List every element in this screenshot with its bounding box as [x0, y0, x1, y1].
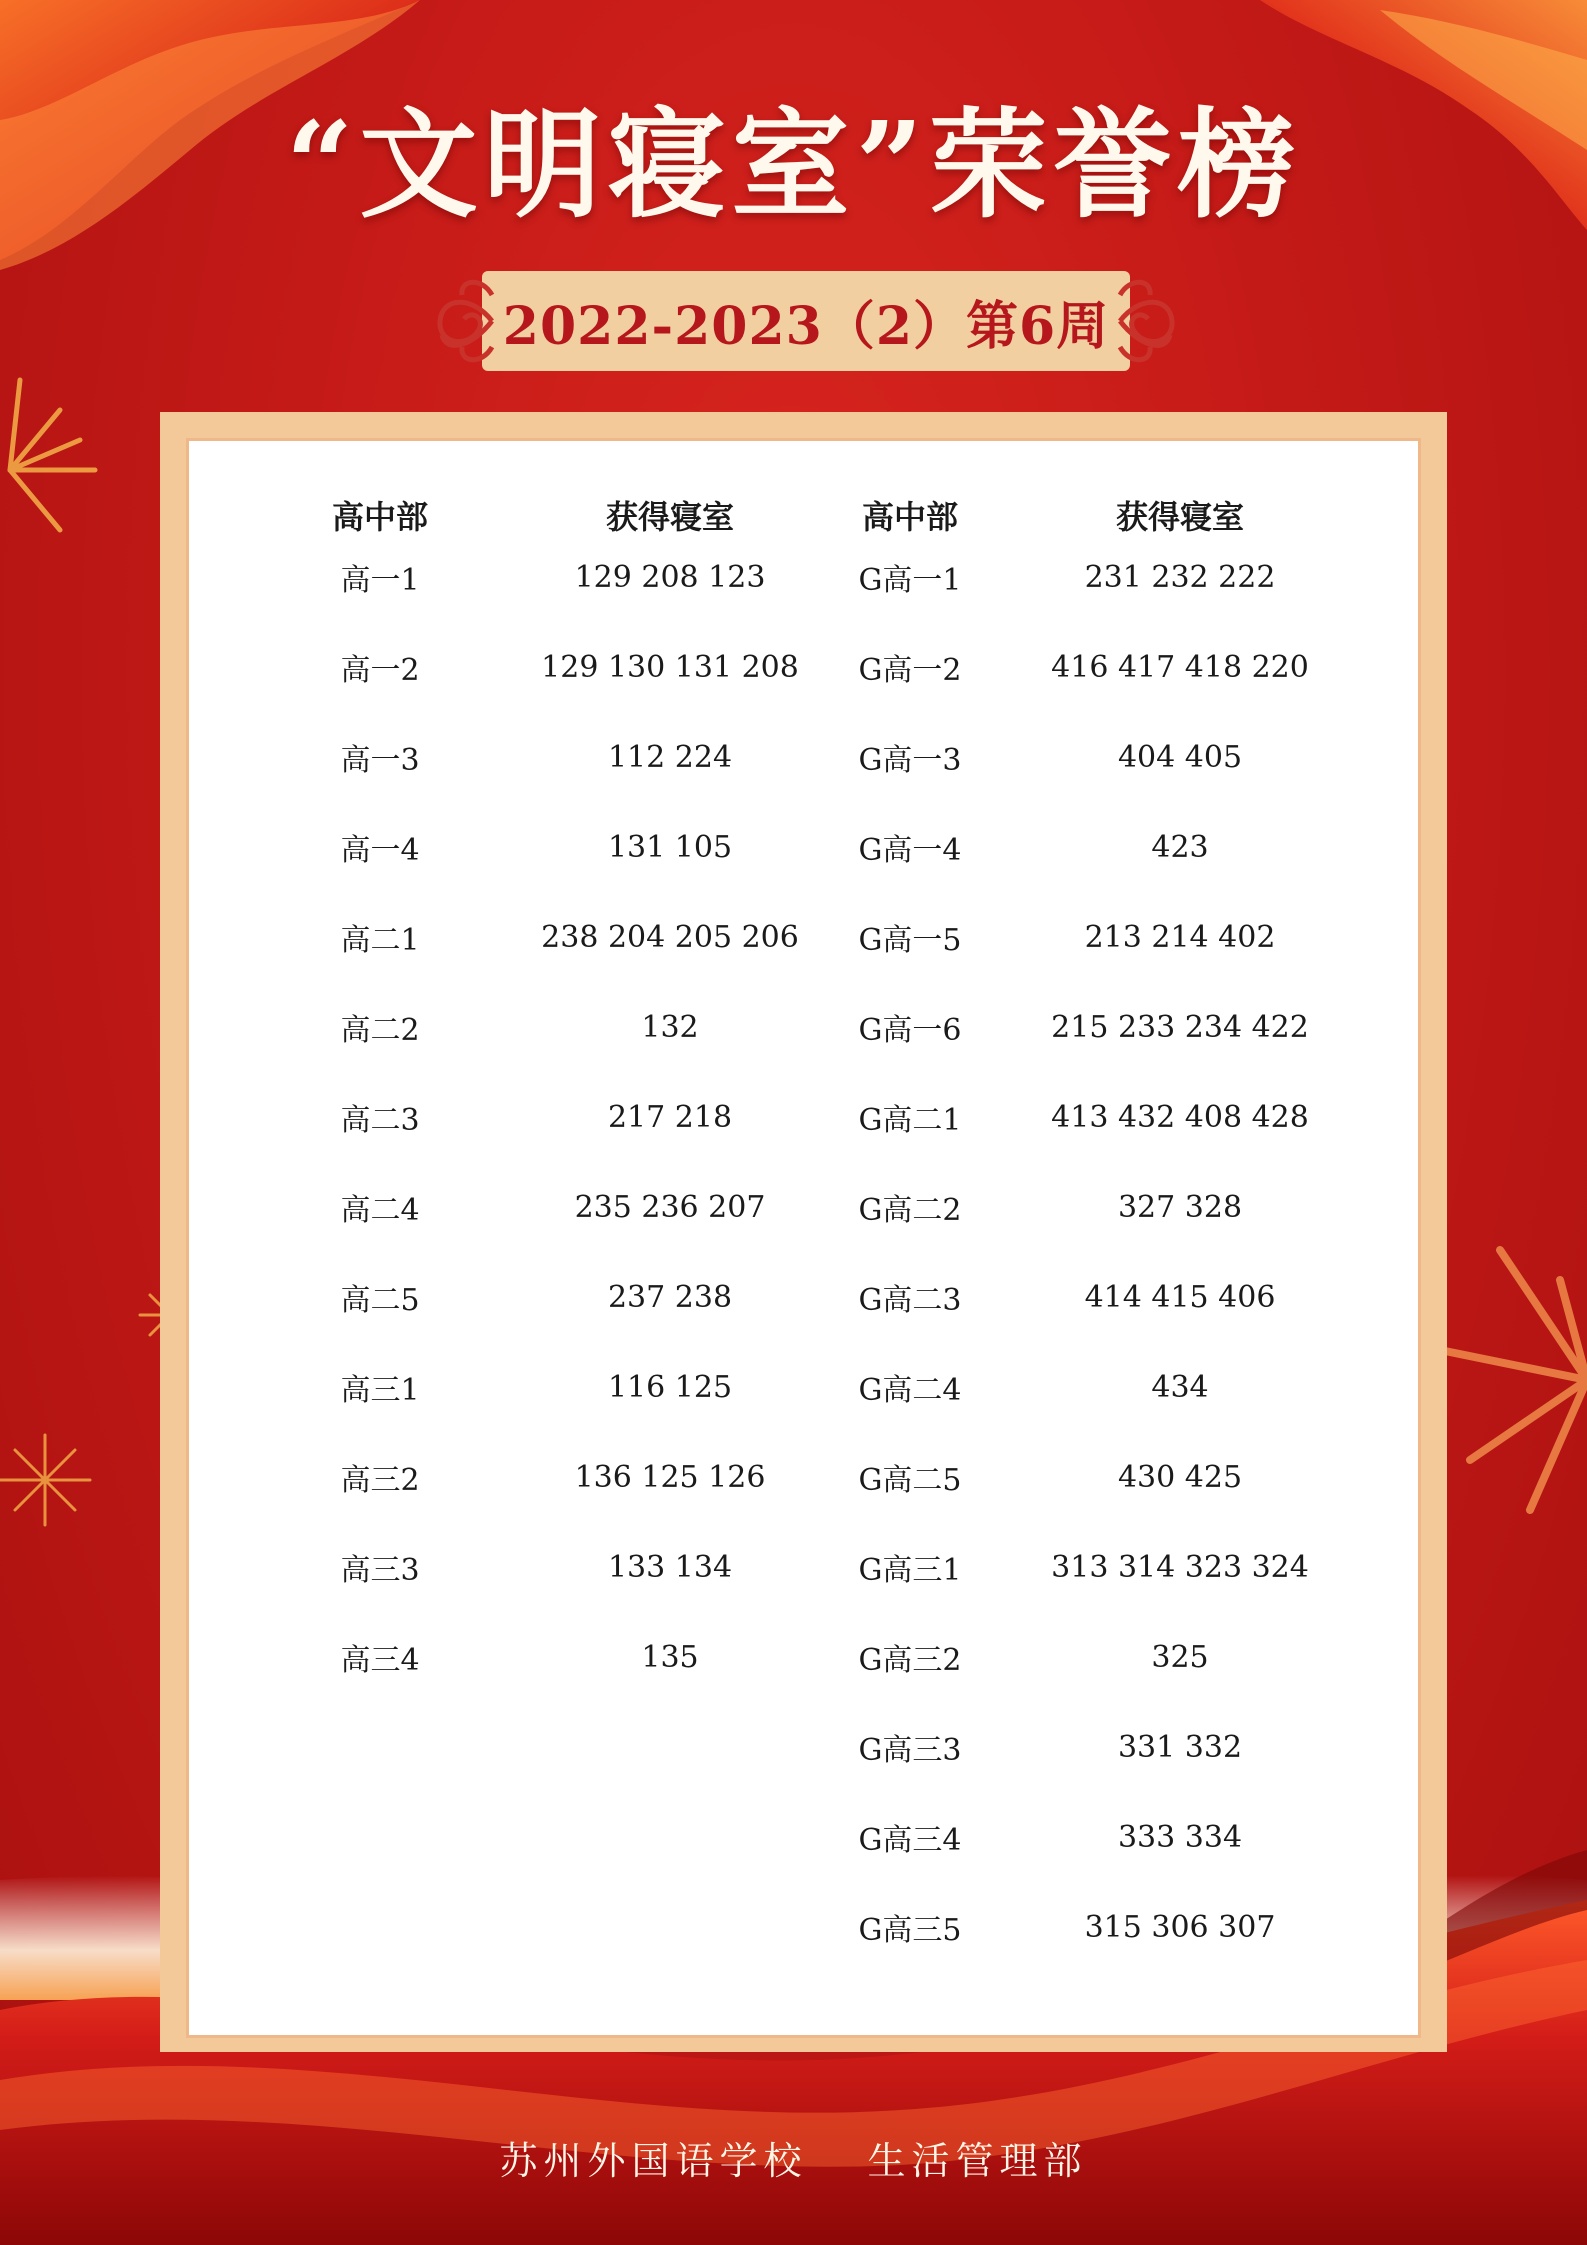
class-name: 高三1	[340, 1373, 420, 1408]
table-row	[800, 622, 1380, 712]
class-name: G高二1	[858, 1103, 962, 1138]
class-name: G高三2	[858, 1643, 962, 1678]
dorm-numbers: 313 314 323 324	[1051, 1549, 1309, 1585]
table-row	[260, 982, 840, 1072]
week-banner	[432, 265, 1180, 377]
page-title: “文明寝室”荣誉榜	[285, 95, 1302, 234]
dorm-numbers: 215 233 234 422	[1051, 1009, 1309, 1045]
table-row	[800, 1612, 1380, 1702]
dorm-numbers: 416 417 418 220	[1051, 649, 1309, 685]
class-name: 高一3	[340, 743, 420, 778]
week-label: 2022-2023（2）第6周	[502, 295, 1110, 357]
class-name: G高三1	[858, 1553, 962, 1588]
dorm-numbers: 414 415 406	[1084, 1279, 1276, 1315]
header-dorms: 获得寝室	[605, 498, 734, 536]
table-row	[800, 802, 1380, 892]
footer	[0, 2130, 1587, 2185]
class-name: G高二2	[858, 1193, 962, 1228]
class-name: 高二3	[340, 1103, 420, 1138]
class-name: G高二5	[858, 1463, 962, 1498]
class-name: G高三4	[858, 1823, 962, 1858]
dorm-numbers: 237 238	[607, 1279, 733, 1315]
table-row	[800, 1792, 1380, 1882]
table-row	[260, 1162, 840, 1252]
class-name: 高二2	[340, 1013, 420, 1048]
dorm-numbers: 213 214 402	[1084, 919, 1276, 955]
class-name: G高二3	[858, 1283, 962, 1318]
table-row	[800, 1522, 1380, 1612]
class-name: G高三5	[858, 1913, 962, 1948]
table-row	[260, 1522, 840, 1612]
table-row	[260, 532, 840, 622]
table-row	[800, 1432, 1380, 1522]
header-dorms: 获得寝室	[1115, 498, 1244, 536]
dorm-numbers: 129 130 131 208	[541, 649, 799, 685]
table-row	[260, 802, 840, 892]
table-row	[800, 982, 1380, 1072]
class-name: 高三3	[340, 1553, 420, 1588]
class-name: 高一4	[340, 833, 420, 868]
class-name: G高一6	[858, 1013, 962, 1048]
table-row	[800, 712, 1380, 802]
dorm-numbers: 131 105	[607, 829, 733, 865]
dorm-numbers: 413 432 408 428	[1051, 1099, 1309, 1135]
dorm-numbers: 217 218	[607, 1099, 733, 1135]
dorm-numbers: 116 125	[607, 1369, 733, 1405]
dorm-numbers: 434	[1151, 1369, 1209, 1405]
table-row	[260, 1612, 840, 1702]
table-row	[260, 622, 840, 712]
class-name: 高三2	[340, 1463, 420, 1498]
table-row	[800, 1702, 1380, 1792]
dorm-numbers: 231 232 222	[1084, 559, 1276, 595]
dorm-numbers: 238 204 205 206	[541, 919, 799, 955]
dorm-numbers: 315 306 307	[1084, 1909, 1276, 1945]
class-name: 高二1	[340, 923, 420, 958]
class-name: G高一1	[858, 563, 962, 598]
class-name: G高二4	[858, 1373, 962, 1408]
footer-school: 苏州外国语学校	[499, 2139, 808, 2183]
class-name: 高三4	[340, 1643, 420, 1678]
table-row	[260, 1252, 840, 1342]
dorm-numbers: 133 134	[607, 1549, 733, 1585]
dorm-numbers: 129 208 123	[574, 559, 766, 595]
table-row	[260, 712, 840, 802]
table-row	[800, 1342, 1380, 1432]
header-class: 高中部	[331, 498, 428, 536]
table-row	[800, 1882, 1380, 1972]
class-name: G高一5	[858, 923, 962, 958]
dorm-numbers: 235 236 207	[574, 1189, 766, 1225]
dorm-numbers: 430 425	[1117, 1459, 1243, 1495]
dorm-numbers: 404 405	[1117, 739, 1243, 775]
table-row	[260, 892, 840, 982]
dorm-numbers: 423	[1151, 829, 1209, 865]
dorm-numbers: 132	[641, 1009, 699, 1045]
table-row	[260, 1342, 840, 1432]
dorm-numbers: 325	[1151, 1639, 1209, 1675]
dorm-numbers: 331 332	[1117, 1729, 1243, 1765]
dorm-numbers: 136 125 126	[574, 1459, 766, 1495]
table-row	[800, 1252, 1380, 1342]
table-row	[800, 532, 1380, 622]
table-row	[260, 1432, 840, 1522]
dorm-numbers: 327 328	[1117, 1189, 1243, 1225]
header-class: 高中部	[861, 498, 958, 536]
class-name: 高一2	[340, 653, 420, 688]
table-row	[800, 1072, 1380, 1162]
dorm-numbers: 135	[641, 1639, 699, 1675]
table-row	[260, 1072, 840, 1162]
right-table	[800, 470, 1380, 2070]
class-name: 高二4	[340, 1193, 420, 1228]
class-name: G高一3	[858, 743, 962, 778]
class-name: 高一1	[340, 563, 420, 598]
left-table	[260, 470, 840, 1770]
footer-department: 生活管理部	[867, 2139, 1088, 2183]
class-name: 高二5	[340, 1283, 420, 1318]
class-name: G高三3	[858, 1733, 962, 1768]
class-name: G高一2	[858, 653, 962, 688]
dorm-numbers: 112 224	[607, 739, 733, 775]
table-row	[800, 892, 1380, 982]
table-row	[800, 1162, 1380, 1252]
dorm-numbers: 333 334	[1117, 1819, 1243, 1855]
class-name: G高一4	[858, 833, 962, 868]
